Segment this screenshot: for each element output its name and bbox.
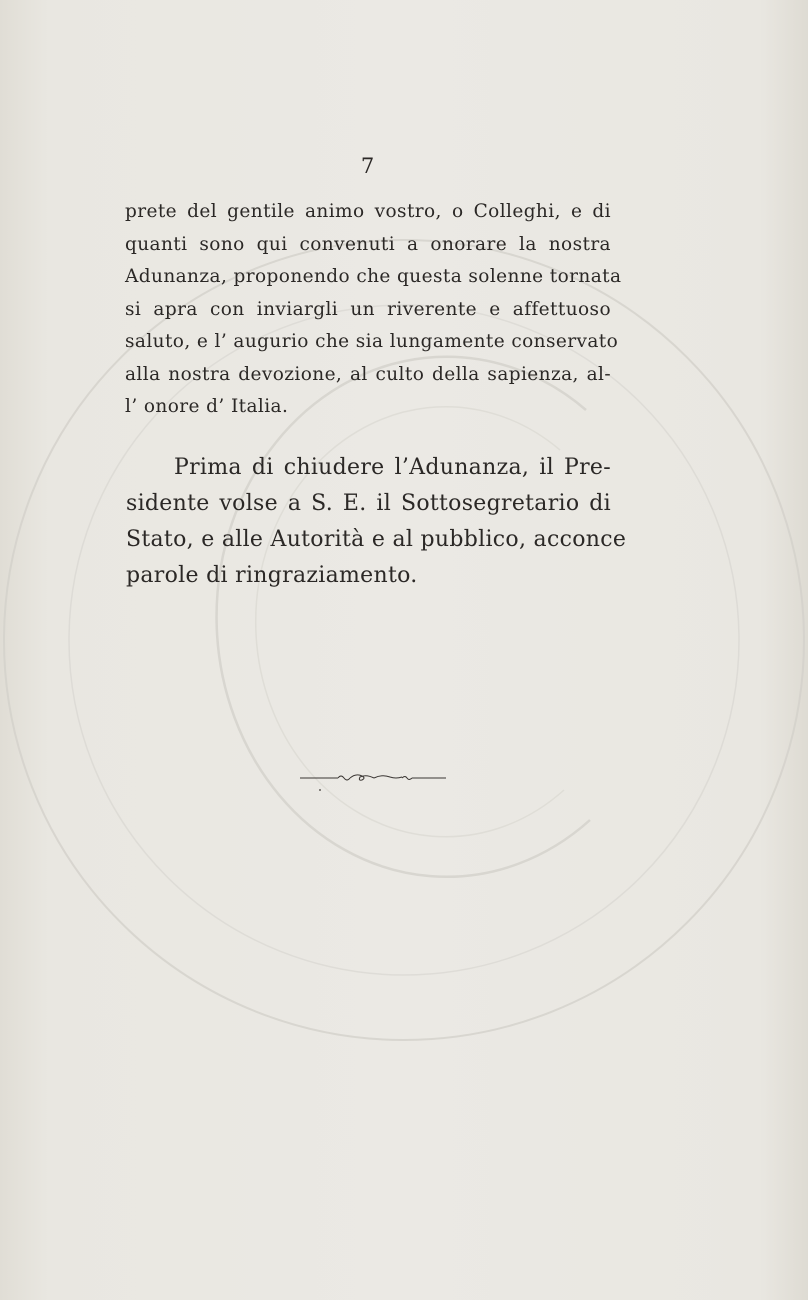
text-line: parole di ringraziamento.	[126, 563, 418, 588]
paragraph-speech-end	[125, 196, 622, 424]
text-line: Adunanza, proponendo che questa solenne tornata	[125, 266, 622, 287]
text-line: Stato, e alle Autorità e al pubblico, acconce	[126, 527, 627, 552]
paragraph-closing	[126, 450, 627, 594]
text-line: Prima di chiudere l’Adunanza, il Pre-	[174, 455, 611, 480]
text-line: prete del gentile animo vostro, o Colleghi, e di	[125, 201, 611, 222]
ornamental-divider-icon	[298, 768, 448, 794]
text-line: sidente volse a S. E. il Sottosegretario di	[126, 491, 611, 516]
text-line: alla nostra devozione, al culto della sapienza, al-	[125, 363, 611, 385]
text-line: l’ onore d’ Italia.	[125, 396, 289, 417]
text-line: si apra con inviargli un riverente e affettuoso	[125, 298, 611, 320]
text-line: saluto, e l’ augurio che sia lungamente conservato	[125, 331, 619, 352]
page-number: 7	[360, 154, 376, 178]
text-line: quanti sono qui convenuti a onorare la nostra	[125, 233, 611, 255]
